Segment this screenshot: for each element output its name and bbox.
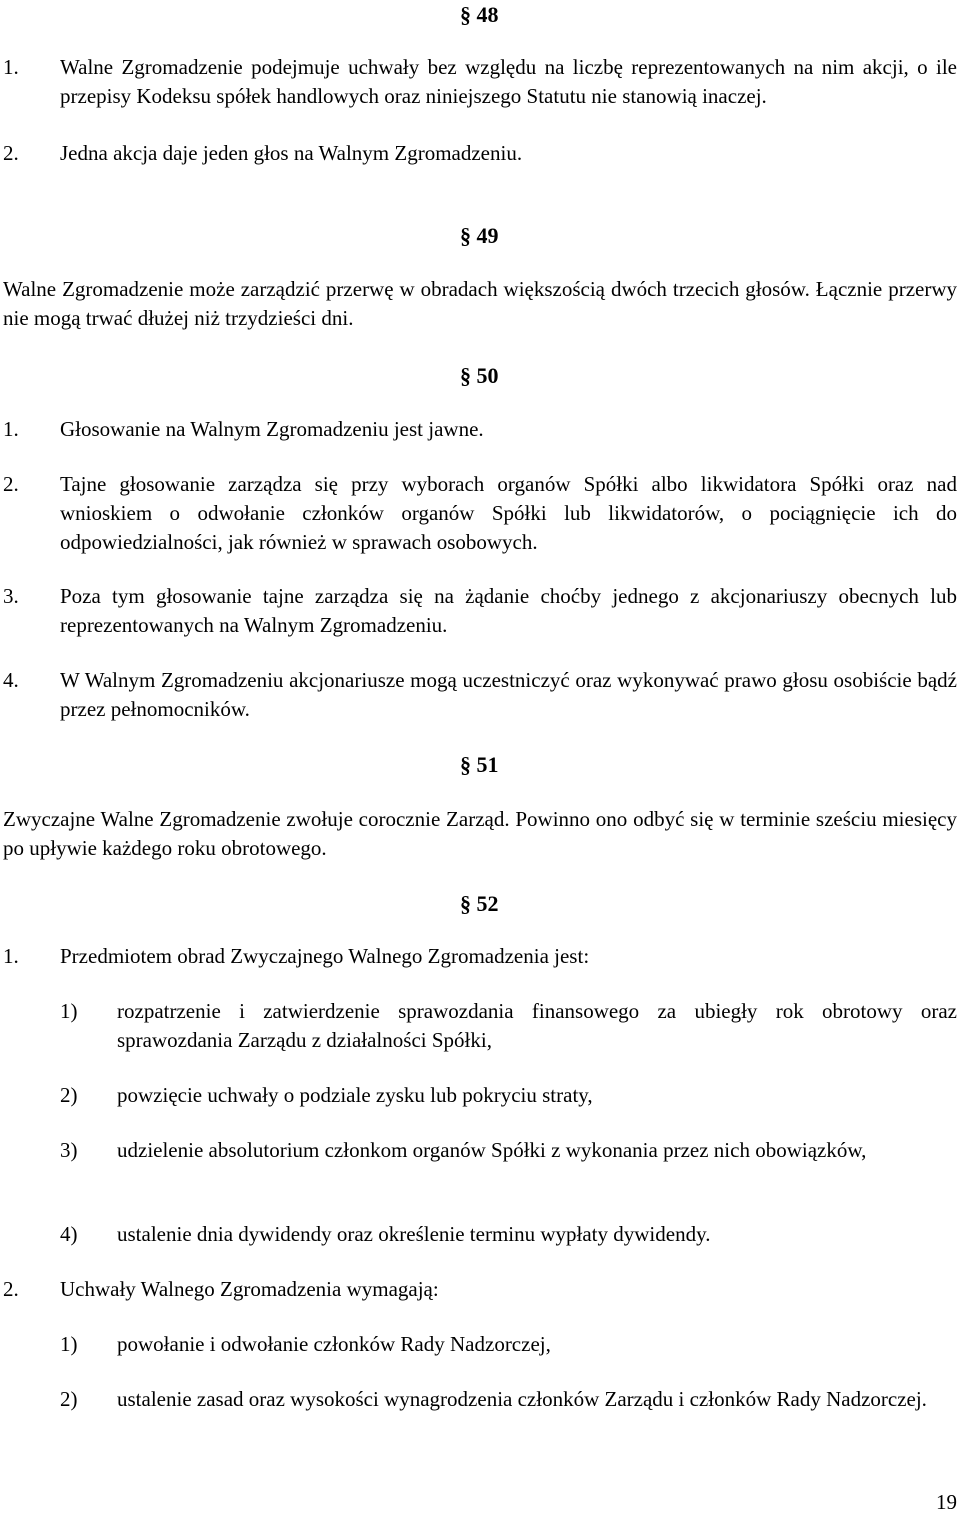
paragraph-number: 4. [3,668,19,692]
section-heading-48: § 48 [460,2,499,27]
item-text: rozpatrzenie i zatwierdzenie sprawozdania finansowego za ubiegły rok obrotowy oraz sprawozdania Zarządu z działalności Spółki, [117,999,957,1052]
paragraph-number: 2. [3,1277,19,1301]
item-text: udzielenie absolutorium członkom organów Spółki z wykonania przez nich obowiązków, [117,1138,867,1162]
paragraph-number: 2. [3,141,19,165]
s48-paragraph-2 [3,139,957,168]
s52-paragraph-1 [3,942,957,971]
paragraph-text: Tajne głosowanie zarządza się przy wyborach organów Spółki albo likwidatora Spółki oraz nad wnioskiem o odwołanie członków organów Spółki lub likwidatorów, o pociągnięcie ich do odpowiedzialności, jak również w sprawach osobowych. [60,472,957,554]
paragraph-number: 2. [3,472,19,496]
paragraph-text: Głosowanie na Walnym Zgromadzeniu jest jawne. [60,417,484,441]
section-heading-49: § 49 [460,223,499,248]
s48-paragraph-1 [3,53,957,111]
paragraph-text: Przedmiotem obrad Zwyczajnego Walnego Zgromadzenia jest: [60,944,590,968]
page-number: 19 [936,1490,957,1514]
s50-paragraph-3 [3,582,957,640]
s52-p1-item-3 [60,1136,957,1165]
paragraph-number: 3. [3,584,19,608]
s52-p1-item-2 [60,1081,957,1110]
section-heading-52: § 52 [460,891,499,916]
item-number: 4) [60,1222,78,1246]
item-text: powołanie i odwołanie członków Rady Nadzorczej, [117,1332,551,1356]
paragraph-text: Walne Zgromadzenie podejmuje uchwały bez względu na liczbę reprezentowanych na nim akcji, o ile przepisy Kodeksu spółek handlowych oraz niniejszego Statutu nie stanowią inaczej. [60,55,957,108]
item-text: ustalenie zasad oraz wysokości wynagrodzenia członków Zarządu i członków Rady Nadzorczej. [117,1387,927,1411]
item-number: 1) [60,999,78,1023]
s52-p2-item-1 [60,1330,957,1359]
s52-p1-item-4 [60,1220,957,1249]
paragraph-number: 1. [3,55,19,79]
s52-p2-item-2 [60,1385,957,1414]
section-heading-51: § 51 [460,752,499,777]
paragraph-text: Poza tym głosowanie tajne zarządza się na żądanie choćby jednego z akcjonariuszy obecnych lub reprezentowanych na Walnym Zgromadzeniu. [60,584,957,637]
item-text: ustalenie dnia dywidendy oraz określenie terminu wypłaty dywidendy. [117,1222,711,1246]
item-number: 2) [60,1387,78,1411]
paragraph-number: 1. [3,944,19,968]
paragraph-text: W Walnym Zgromadzeniu akcjonariusze mogą uczestniczyć oraz wykonywać prawo głosu osobiście bądź przez pełnomocników. [60,668,957,721]
s50-paragraph-4 [3,666,957,724]
item-number: 2) [60,1083,78,1107]
s50-paragraph-2 [3,470,957,557]
item-text: powzięcie uchwały o podziale zysku lub pokryciu straty, [117,1083,593,1107]
item-number: 1) [60,1332,78,1356]
item-number: 3) [60,1138,78,1162]
s51-paragraph: Zwyczajne Walne Zgromadzenie zwołuje corocznie Zarząd. Powinno ono odbyć się w terminie sześciu miesięcy po upływie każdego roku obrotowego. [3,807,957,860]
s49-paragraph: Walne Zgromadzenie może zarządzić przerwę w obradach większością dwóch trzecich głosów. Łącznie przerwy nie mogą trwać dłużej niż trzydzieści dni. [3,277,957,330]
s52-paragraph-2 [3,1275,957,1304]
paragraph-number: 1. [3,417,19,441]
paragraph-text: Uchwały Walnego Zgromadzenia wymagają: [60,1277,439,1301]
s52-p1-item-1 [60,997,957,1055]
paragraph-text: Jedna akcja daje jeden głos na Walnym Zgromadzeniu. [60,141,523,165]
s50-paragraph-1 [3,415,957,444]
section-heading-50: § 50 [460,363,499,388]
